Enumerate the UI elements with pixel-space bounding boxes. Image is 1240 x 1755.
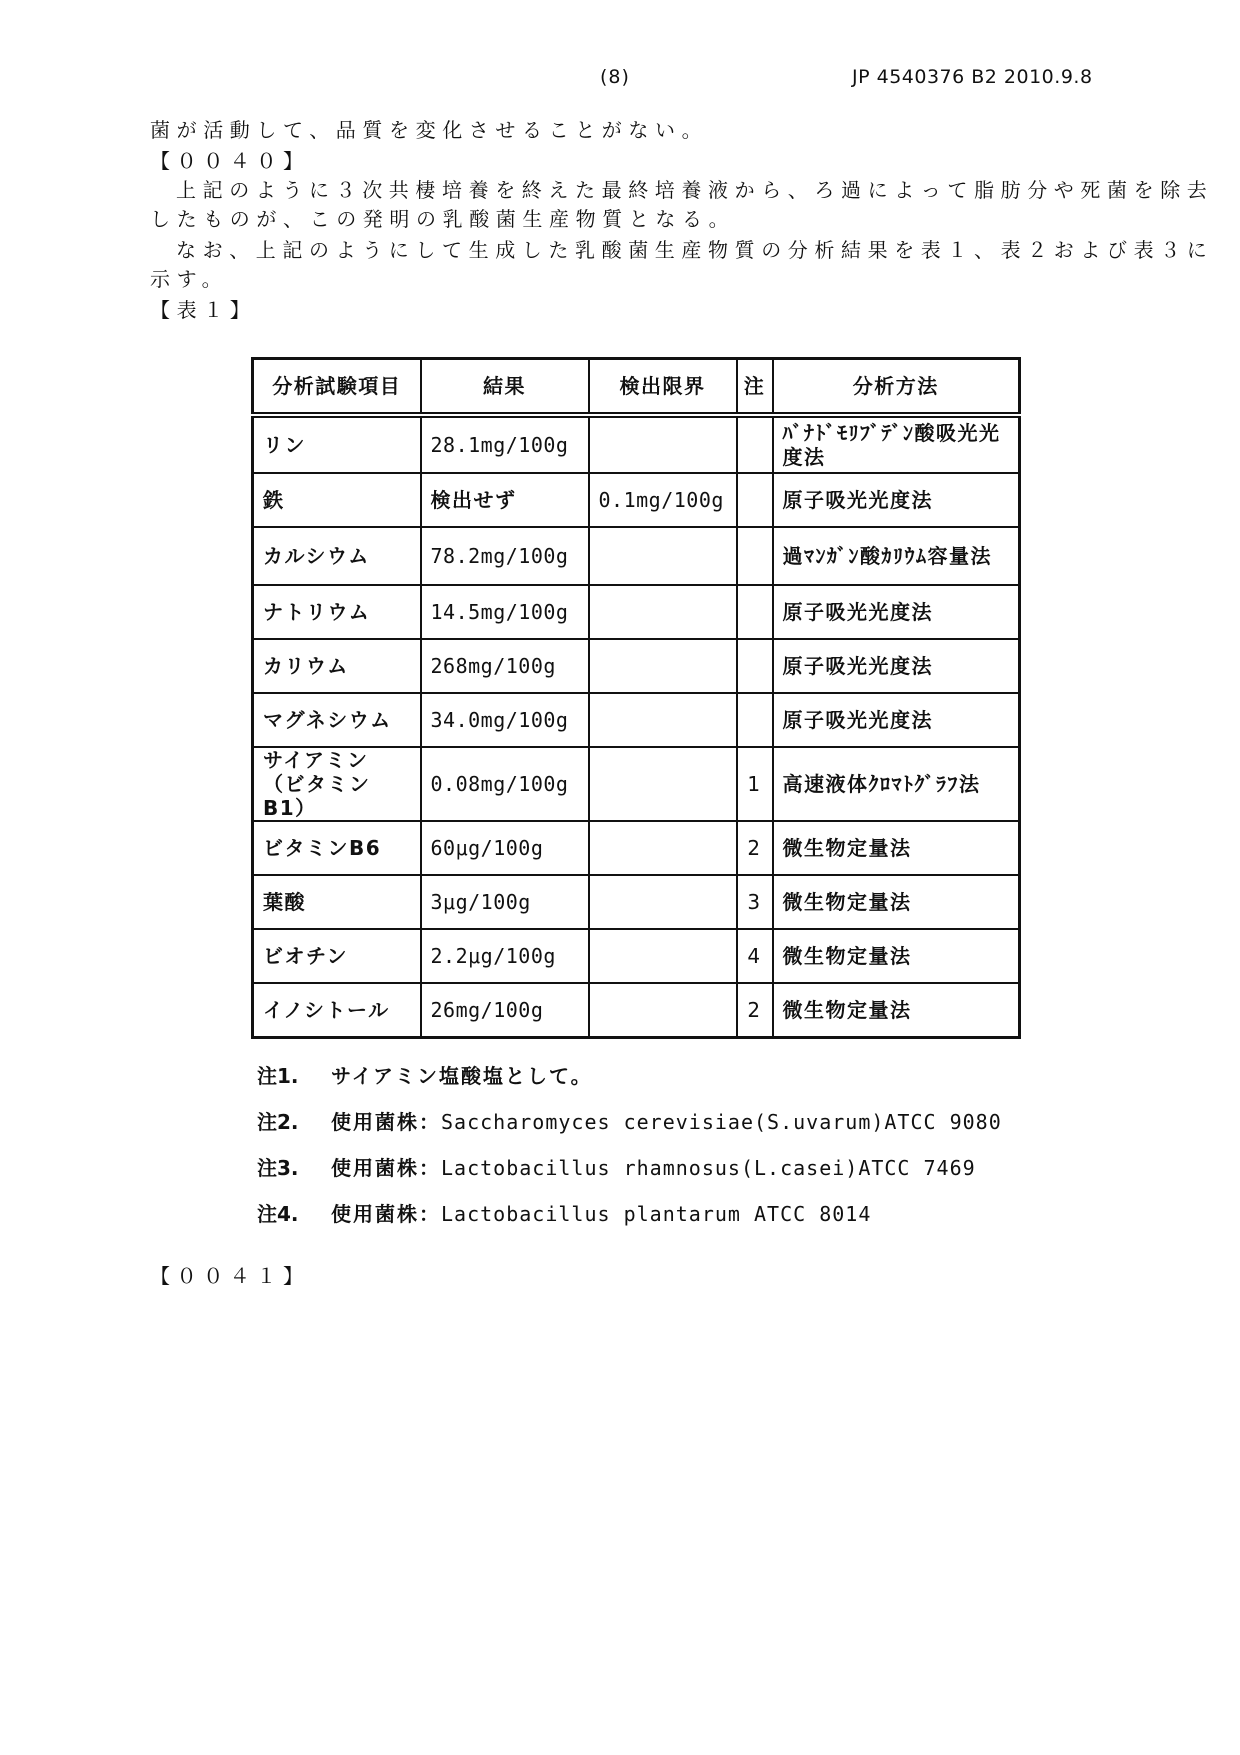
footnote-1 bbox=[257, 1060, 593, 1089]
table-row bbox=[253, 639, 1020, 693]
note-cell bbox=[737, 527, 773, 585]
analysis-table bbox=[251, 357, 1021, 1039]
result-cell: 268mg/100g bbox=[421, 639, 589, 693]
limit-cell bbox=[589, 983, 737, 1038]
footnote-strain: Saccharomyces cerevisiae(S.uvarum)ATCC 9080 bbox=[441, 1110, 1002, 1134]
method-cell: 過ﾏﾝｶﾞﾝ酸ｶﾘｳﾑ容量法 bbox=[773, 527, 1020, 585]
item-cell: マグネシウム bbox=[253, 693, 421, 747]
result-cell: 26mg/100g bbox=[421, 983, 589, 1038]
result-cell: 28.1mg/100g bbox=[421, 415, 589, 473]
header-limit: 検出限界 bbox=[589, 359, 737, 416]
footnote-4 bbox=[257, 1198, 871, 1227]
item-cell: イノシトール bbox=[253, 983, 421, 1038]
item-cell: リン bbox=[253, 415, 421, 473]
footnote-strain: Lactobacillus rhamnosus(L.casei)ATCC 7469 bbox=[441, 1156, 976, 1180]
result-cell: 60μg/100g bbox=[421, 821, 589, 875]
table-row bbox=[253, 527, 1020, 585]
limit-cell bbox=[589, 929, 737, 983]
result-cell: 0.08mg/100g bbox=[421, 747, 589, 821]
result-cell: 2.2μg/100g bbox=[421, 929, 589, 983]
table-row bbox=[253, 929, 1020, 983]
limit-cell bbox=[589, 747, 737, 821]
result-cell: 78.2mg/100g bbox=[421, 527, 589, 585]
table-row bbox=[253, 585, 1020, 639]
result-cell: 34.0mg/100g bbox=[421, 693, 589, 747]
method-cell: 原子吸光光度法 bbox=[773, 693, 1020, 747]
table-row bbox=[253, 693, 1020, 747]
paragraph-text: なお、上記のようにして生成した乳酸菌生産物質の分析結果を表１、表２および表３に bbox=[176, 238, 1214, 262]
footnote-text: 使用菌株： bbox=[331, 1156, 441, 1180]
footnote-label: 注1. bbox=[257, 1064, 299, 1088]
item-cell: 葉酸 bbox=[253, 875, 421, 929]
note-cell: 4 bbox=[737, 929, 773, 983]
result-cell: 検出せず bbox=[421, 473, 589, 527]
note-cell: 3 bbox=[737, 875, 773, 929]
paragraph-text: 上記のように３次共棲培養を終えた最終培養液から、ろ過によって脂肪分や死菌を除去 bbox=[176, 178, 1214, 202]
method-cell: 微生物定量法 bbox=[773, 929, 1020, 983]
method-cell: 原子吸光光度法 bbox=[773, 639, 1020, 693]
item-cell: カリウム bbox=[253, 639, 421, 693]
item-cell: ビオチン bbox=[253, 929, 421, 983]
document-id: JP 4540376 B2 2010.9.8 bbox=[852, 66, 1093, 88]
footnote-label: 注4. bbox=[257, 1202, 299, 1226]
note-cell bbox=[737, 473, 773, 527]
item-cell: ナトリウム bbox=[253, 585, 421, 639]
item-cell: ビタミンB6 bbox=[253, 821, 421, 875]
method-cell: 高速液体ｸﾛﾏﾄｸﾞﾗﾌ法 bbox=[773, 747, 1020, 821]
result-cell: 3μg/100g bbox=[421, 875, 589, 929]
limit-cell bbox=[589, 875, 737, 929]
method-cell: 原子吸光光度法 bbox=[773, 473, 1020, 527]
method-cell: ﾊﾞﾅﾄﾞﾓﾘﾌﾞﾃﾞﾝ酸吸光光度法 bbox=[773, 415, 1020, 473]
note-cell: 2 bbox=[737, 983, 773, 1038]
limit-cell bbox=[589, 527, 737, 585]
note-cell bbox=[737, 415, 773, 473]
table-row bbox=[253, 875, 1020, 929]
table-header-row bbox=[253, 359, 1020, 416]
note-cell bbox=[737, 585, 773, 639]
footnote-text: 使用菌株： bbox=[331, 1202, 441, 1226]
paragraph-text: したものが、この発明の乳酸菌生産物質となる。 bbox=[150, 207, 736, 231]
limit-cell bbox=[589, 821, 737, 875]
table-row bbox=[253, 473, 1020, 527]
table-row bbox=[253, 983, 1020, 1038]
note-cell bbox=[737, 693, 773, 747]
method-cell: 微生物定量法 bbox=[773, 875, 1020, 929]
method-cell: 原子吸光光度法 bbox=[773, 585, 1020, 639]
paragraph-number: 【００４０】 bbox=[150, 149, 310, 173]
paragraph-text: 示す。 bbox=[150, 267, 229, 291]
limit-cell bbox=[589, 415, 737, 473]
limit-cell bbox=[589, 639, 737, 693]
item-cell: サイアミン（ビタミンB1） bbox=[253, 747, 421, 821]
footnote-2 bbox=[257, 1106, 1002, 1135]
note-cell: 1 bbox=[737, 747, 773, 821]
limit-cell bbox=[589, 693, 737, 747]
table-caption: 【表１】 bbox=[150, 298, 257, 322]
table-row bbox=[253, 821, 1020, 875]
paragraph-text: 菌が活動して、品質を変化させることがない。 bbox=[150, 118, 709, 142]
footnote-text: 使用菌株： bbox=[331, 1110, 441, 1134]
footnote-label: 注3. bbox=[257, 1156, 299, 1180]
page-number: (8) bbox=[600, 66, 630, 88]
method-cell: 微生物定量法 bbox=[773, 821, 1020, 875]
header-item: 分析試験項目 bbox=[253, 359, 421, 416]
method-cell: 微生物定量法 bbox=[773, 983, 1020, 1038]
result-cell: 14.5mg/100g bbox=[421, 585, 589, 639]
limit-cell: 0.1mg/100g bbox=[589, 473, 737, 527]
footnote-label: 注2. bbox=[257, 1110, 299, 1134]
footnote-3 bbox=[257, 1152, 976, 1181]
item-cell: カルシウム bbox=[253, 527, 421, 585]
table-row bbox=[253, 415, 1020, 473]
footnote-strain: Lactobacillus plantarum ATCC 8014 bbox=[441, 1202, 872, 1226]
footnote-text: サイアミン塩酸塩として。 bbox=[331, 1064, 593, 1088]
header-method: 分析方法 bbox=[773, 359, 1020, 416]
note-cell: 2 bbox=[737, 821, 773, 875]
paragraph-number: 【００４１】 bbox=[150, 1264, 310, 1288]
item-cell: 鉄 bbox=[253, 473, 421, 527]
note-cell bbox=[737, 639, 773, 693]
header-note: 注 bbox=[737, 359, 773, 416]
limit-cell bbox=[589, 585, 737, 639]
header-result: 結果 bbox=[421, 359, 589, 416]
table-row bbox=[253, 747, 1020, 821]
